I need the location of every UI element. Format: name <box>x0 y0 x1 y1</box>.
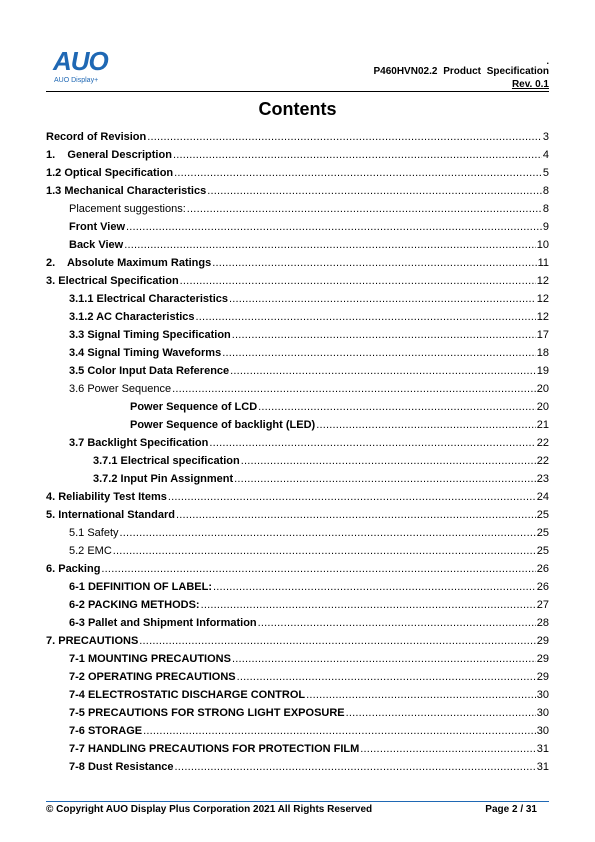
toc-entry-label: 5.1 Safety <box>69 527 119 539</box>
toc-entry-page: 29 <box>536 671 549 683</box>
toc-entry-label: 3.5 Color Input Data Reference <box>69 365 230 377</box>
toc-entry-page: 10 <box>536 239 549 251</box>
toc-entry-label: Record of Revision <box>46 131 147 143</box>
toc-entry[interactable] <box>46 632 549 650</box>
toc-leader-dots <box>120 524 536 542</box>
toc-leader-dots <box>212 254 536 272</box>
revision-label: Rev. 0.1 <box>511 79 549 90</box>
toc-entry[interactable] <box>46 344 549 362</box>
toc-entry-label: 6-1 DEFINITION OF LABEL: <box>69 581 212 593</box>
toc-entry[interactable] <box>46 290 549 308</box>
toc-entry-page: 30 <box>536 725 549 737</box>
toc-entry[interactable] <box>46 146 549 164</box>
toc-leader-dots <box>176 506 536 524</box>
toc-entry-page: 28 <box>536 617 549 629</box>
footer-divider <box>46 801 549 802</box>
footer-copyright: © Copyright AUO Display Plus Corporation 2021 All Rights Reserved <box>46 804 373 815</box>
toc-entry[interactable] <box>46 470 549 488</box>
toc-entry-page: 30 <box>536 689 549 701</box>
toc-entry-label: 3.7.1 Electrical specification <box>93 455 240 467</box>
toc-leader-dots <box>258 398 536 416</box>
toc-leader-dots <box>316 416 536 434</box>
toc-leader-dots <box>213 578 536 596</box>
toc-entry[interactable] <box>46 524 549 542</box>
toc-leader-dots <box>175 758 536 776</box>
toc-leader-dots <box>232 326 536 344</box>
toc-entry-label: 6-2 PACKING METHODS: <box>69 599 200 611</box>
toc-entry[interactable] <box>46 182 549 200</box>
toc-entry-label: 5. International Standard <box>46 509 175 521</box>
toc-leader-dots <box>232 650 536 668</box>
toc-leader-dots <box>196 308 536 326</box>
document-title: P460HVN02.2 Product Specification <box>373 66 549 77</box>
toc-leader-dots <box>168 488 536 506</box>
toc-entry-label: 2. Absolute Maximum Ratings <box>46 257 212 269</box>
toc-leader-dots <box>258 614 536 632</box>
toc-entry[interactable] <box>46 704 549 722</box>
toc-entry-label: 7. PRECAUTIONS <box>46 635 139 647</box>
toc-leader-dots <box>187 200 542 218</box>
toc-entry-label: 3.1.1 Electrical Characteristics <box>69 293 228 305</box>
toc-entry-page: 29 <box>536 653 549 665</box>
toc-entry[interactable] <box>46 362 549 380</box>
toc-leader-dots <box>101 560 535 578</box>
company-logo <box>53 48 133 90</box>
logo-wordmark: AUO <box>53 46 108 76</box>
toc-leader-dots <box>234 470 536 488</box>
toc-leader-dots <box>207 182 542 200</box>
toc-entry-label: 4. Reliability Test Items <box>46 491 167 503</box>
toc-entry-page: 4 <box>542 149 549 161</box>
header-dot: . <box>546 56 549 66</box>
toc-entry[interactable] <box>46 164 549 182</box>
toc-entry[interactable] <box>46 200 549 218</box>
toc-entry[interactable] <box>46 686 549 704</box>
toc-entry[interactable] <box>46 506 549 524</box>
toc-entry[interactable] <box>46 722 549 740</box>
toc-entry-page: 26 <box>536 563 549 575</box>
toc-entry-label: Power Sequence of backlight (LED) <box>130 419 316 431</box>
toc-leader-dots <box>174 164 542 182</box>
toc-entry-label: 7-5 PRECAUTIONS FOR STRONG LIGHT EXPOSURE <box>69 707 345 719</box>
toc-entry-label: 3.6 Power Sequence <box>69 383 172 395</box>
toc-entry[interactable] <box>46 614 549 632</box>
toc-entry-page: 20 <box>536 401 549 413</box>
toc-entry-page: 9 <box>542 221 549 233</box>
toc-leader-dots <box>209 434 535 452</box>
toc-entry-page: 30 <box>536 707 549 719</box>
toc-entry[interactable] <box>46 542 549 560</box>
toc-leader-dots <box>360 740 535 758</box>
toc-entry[interactable] <box>46 596 549 614</box>
toc-entry-label: 3.7.2 Input Pin Assignment <box>93 473 234 485</box>
toc-entry-page: 12 <box>536 293 549 305</box>
toc-entry-label: 3.3 Signal Timing Specification <box>69 329 231 341</box>
toc-entry[interactable] <box>46 254 549 272</box>
toc-entry-label: Power Sequence of LCD <box>130 401 258 413</box>
toc-entry-label: 6-3 Pallet and Shipment Information <box>69 617 257 629</box>
logo-subtitle: AUO Display+ <box>54 77 99 84</box>
toc-entry-page: 22 <box>536 455 549 467</box>
toc-leader-dots <box>173 146 542 164</box>
toc-leader-dots <box>229 290 536 308</box>
toc-entry-page: 27 <box>536 599 549 611</box>
toc-entry-page: 24 <box>536 491 549 503</box>
toc-leader-dots <box>147 128 542 146</box>
toc-entry-label: 3.7 Backlight Specification <box>69 437 209 449</box>
toc-entry-page: 5 <box>542 167 549 179</box>
toc-leader-dots <box>143 722 536 740</box>
toc-entry-label: 7-4 ELECTROSTATIC DISCHARGE CONTROL <box>69 689 306 701</box>
footer-page-number: Page 2 / 31 <box>485 804 537 815</box>
toc-entry-label: 3.4 Signal Timing Waveforms <box>69 347 222 359</box>
toc-entry-page: 31 <box>536 761 549 773</box>
toc-leader-dots <box>237 668 536 686</box>
toc-entry-page: 29 <box>536 635 549 647</box>
toc-entry-label: Placement suggestions: <box>69 203 186 215</box>
toc-leader-dots <box>201 596 536 614</box>
toc-entry[interactable] <box>46 380 549 398</box>
toc-entry-page: 21 <box>536 419 549 431</box>
toc-entry-label: 3. Electrical Specification <box>46 275 179 287</box>
toc-entry-label: 5.2 EMC <box>69 545 112 557</box>
toc-entry-label: 7-1 MOUNTING PRECAUTIONS <box>69 653 231 665</box>
toc-entry[interactable] <box>46 650 549 668</box>
toc-entry-page: 8 <box>542 203 549 215</box>
toc-entry-page: 31 <box>536 743 549 755</box>
toc-entry-label: 3.1.2 AC Characteristics <box>69 311 195 323</box>
toc-entry[interactable] <box>46 272 549 290</box>
toc-entry[interactable] <box>46 416 549 434</box>
toc-entry-page: 25 <box>536 545 549 557</box>
toc-entry-page: 19 <box>536 365 549 377</box>
toc-entry-label: 1.2 Optical Specification <box>46 167 174 179</box>
toc-entry[interactable] <box>46 218 549 236</box>
toc-entry[interactable] <box>46 128 549 146</box>
toc-entry-label: Back View <box>69 239 124 251</box>
toc-entry-page: 22 <box>536 437 549 449</box>
toc-entry-page: 18 <box>536 347 549 359</box>
toc-entry-label: 7-2 OPERATING PRECAUTIONS <box>69 671 236 683</box>
toc-leader-dots <box>346 704 536 722</box>
toc-entry-page: 25 <box>536 527 549 539</box>
toc-entry-page: 3 <box>542 131 549 143</box>
toc-entry-label: 6. Packing <box>46 563 101 575</box>
table-of-contents <box>46 128 549 776</box>
toc-entry[interactable] <box>46 560 549 578</box>
toc-entry-page: 20 <box>536 383 549 395</box>
toc-entry[interactable] <box>46 308 549 326</box>
toc-entry[interactable] <box>46 578 549 596</box>
toc-entry[interactable] <box>46 326 549 344</box>
toc-entry-label: 1. General Description <box>46 149 172 161</box>
toc-entry-label: Front View <box>69 221 126 233</box>
toc-leader-dots <box>126 218 542 236</box>
toc-entry-label: 1.3 Mechanical Characteristics <box>46 185 207 197</box>
page-title: Contents <box>258 99 337 119</box>
toc-entry[interactable] <box>46 398 549 416</box>
toc-entry-page: 11 <box>537 257 549 269</box>
toc-leader-dots <box>230 362 536 380</box>
toc-entry[interactable] <box>46 488 549 506</box>
toc-entry[interactable] <box>46 434 549 452</box>
toc-leader-dots <box>222 344 536 362</box>
toc-entry[interactable] <box>46 452 549 470</box>
toc-leader-dots <box>124 236 536 254</box>
toc-leader-dots <box>241 452 536 470</box>
toc-entry-page: 8 <box>542 185 549 197</box>
toc-entry-page: 26 <box>536 581 549 593</box>
toc-entry[interactable] <box>46 668 549 686</box>
toc-entry[interactable] <box>46 758 549 776</box>
toc-leader-dots <box>139 632 535 650</box>
toc-leader-dots <box>306 686 536 704</box>
toc-entry-page: 23 <box>536 473 549 485</box>
toc-entry-page: 25 <box>536 509 549 521</box>
toc-entry-label: 7-8 Dust Resistance <box>69 761 174 773</box>
toc-entry-label: 7-7 HANDLING PRECAUTIONS FOR PROTECTION FILM <box>69 743 360 755</box>
toc-entry-page: 12 <box>536 275 549 287</box>
toc-leader-dots <box>180 272 536 290</box>
toc-entry-label: 7-6 STORAGE <box>69 725 143 737</box>
toc-entry[interactable] <box>46 236 549 254</box>
toc-entry-page: 12 <box>536 311 549 323</box>
toc-leader-dots <box>113 542 536 560</box>
header-divider <box>46 91 549 92</box>
toc-entry[interactable] <box>46 740 549 758</box>
toc-leader-dots <box>172 380 536 398</box>
toc-entry-page: 17 <box>536 329 549 341</box>
